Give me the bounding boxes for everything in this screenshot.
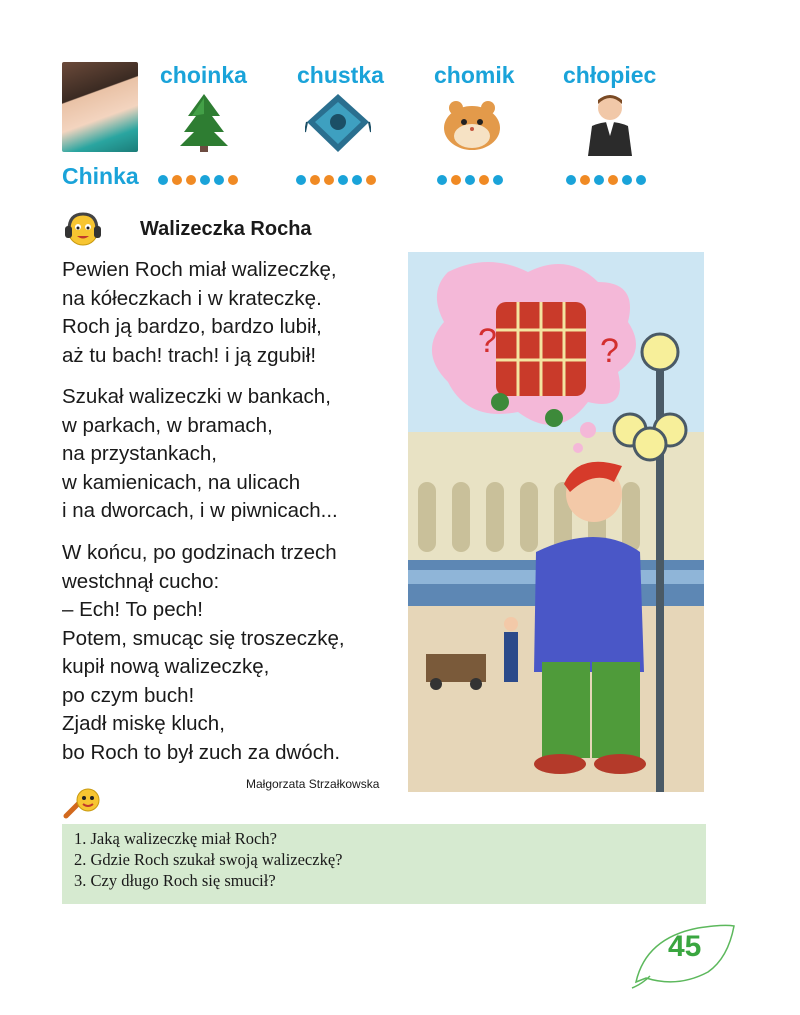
scarf-icon	[305, 92, 371, 156]
question-item: 1. Jaką walizeczkę miał Roch?	[74, 829, 277, 848]
poem-line: na przystankach,	[62, 442, 217, 465]
word-chlopiec: chłopiec	[563, 62, 657, 88]
word-chomik: chomik	[434, 62, 515, 88]
headphones-smiley-icon	[63, 210, 103, 248]
syllable-dot	[296, 175, 306, 185]
poem-line: W końcu, po godzinach trzech	[62, 541, 337, 564]
question-item: 2. Gdzie Roch szukał swoją walizeczkę?	[74, 850, 343, 869]
syllable-dot	[580, 175, 590, 185]
poem-line: w kamienicach, na ulicach	[62, 470, 301, 494]
word-chustka: chustka	[297, 62, 384, 88]
poem-line: Szukał walizeczki w bankach,	[62, 385, 331, 408]
syllable-dot	[608, 175, 618, 185]
poem-title: Walizeczka Rocha	[140, 218, 312, 240]
syllable-dot	[636, 175, 646, 185]
syllable-dot	[214, 175, 224, 185]
poem-stanza-3	[62, 539, 345, 767]
poem-line: kupił nową walizeczkę,	[62, 655, 270, 678]
question-item: 3. Czy długo Roch się smucił?	[74, 871, 276, 890]
syllable-dot	[172, 175, 182, 185]
question-mark: ?	[478, 322, 497, 360]
poem-line: i na dworcach, i w piwnicach...	[62, 499, 338, 522]
poem-stanza-2	[62, 383, 338, 526]
syllable-dot	[622, 175, 632, 185]
magnifier-smiley-icon	[62, 786, 104, 820]
chinka-photo	[62, 62, 138, 152]
poem-line: aż tu bach! trach! i ją zgubił!	[62, 343, 317, 367]
poem-line: bo Roch to był zuch za dwóch.	[62, 740, 341, 764]
syllable-dot	[366, 175, 376, 185]
poem-line: Roch ją bardzo, bardzo lubił,	[62, 315, 322, 338]
syllable-dot	[465, 175, 475, 185]
syllable-dot	[437, 175, 447, 185]
christmas-tree-icon	[178, 92, 230, 154]
poem-line: Potem, smucąc się troszeczkę,	[62, 626, 345, 650]
poem-line: po czym buch!	[62, 683, 195, 707]
syllable-dot	[594, 175, 604, 185]
syllable-dot	[451, 175, 461, 185]
poem-line: Zjadł miskę kluch,	[62, 712, 225, 735]
word-chinka: Chinka	[62, 163, 139, 189]
syllable-dot	[338, 175, 348, 185]
poem-author: Małgorzata Strzałkowska	[246, 777, 380, 791]
syllable-dot	[200, 175, 210, 185]
hamster-icon	[440, 92, 504, 154]
boy-icon	[582, 92, 638, 156]
poem-line: westchnął cucho:	[62, 569, 220, 593]
questions-box	[62, 824, 706, 904]
syllable-dot	[479, 175, 489, 185]
syllable-dots-chustka	[296, 175, 376, 185]
question-mark: ?	[600, 332, 619, 370]
poem-line: na kółeczkach i w krateczkę.	[62, 286, 322, 310]
syllable-dot	[566, 175, 576, 185]
syllable-dots-chomik	[437, 175, 503, 185]
syllable-dot	[310, 175, 320, 185]
poem-line: w parkach, w bramach,	[62, 413, 273, 437]
syllable-dot	[228, 175, 238, 185]
syllable-dot	[493, 175, 503, 185]
syllable-dots-chlopiec	[566, 175, 646, 185]
syllable-dots-chinka	[158, 175, 238, 185]
poem-line: Pewien Roch miał walizeczkę,	[62, 258, 337, 281]
word-choinka: choinka	[160, 62, 247, 88]
syllable-dot	[158, 175, 168, 185]
syllable-dot	[324, 175, 334, 185]
poem-line: – Ech! To pech!	[62, 598, 203, 621]
poem-stanza-1	[62, 256, 337, 370]
syllable-dot	[352, 175, 362, 185]
boy-at-station-illustration	[408, 252, 704, 792]
syllable-dot	[186, 175, 196, 185]
page-number: 45	[668, 930, 702, 963]
